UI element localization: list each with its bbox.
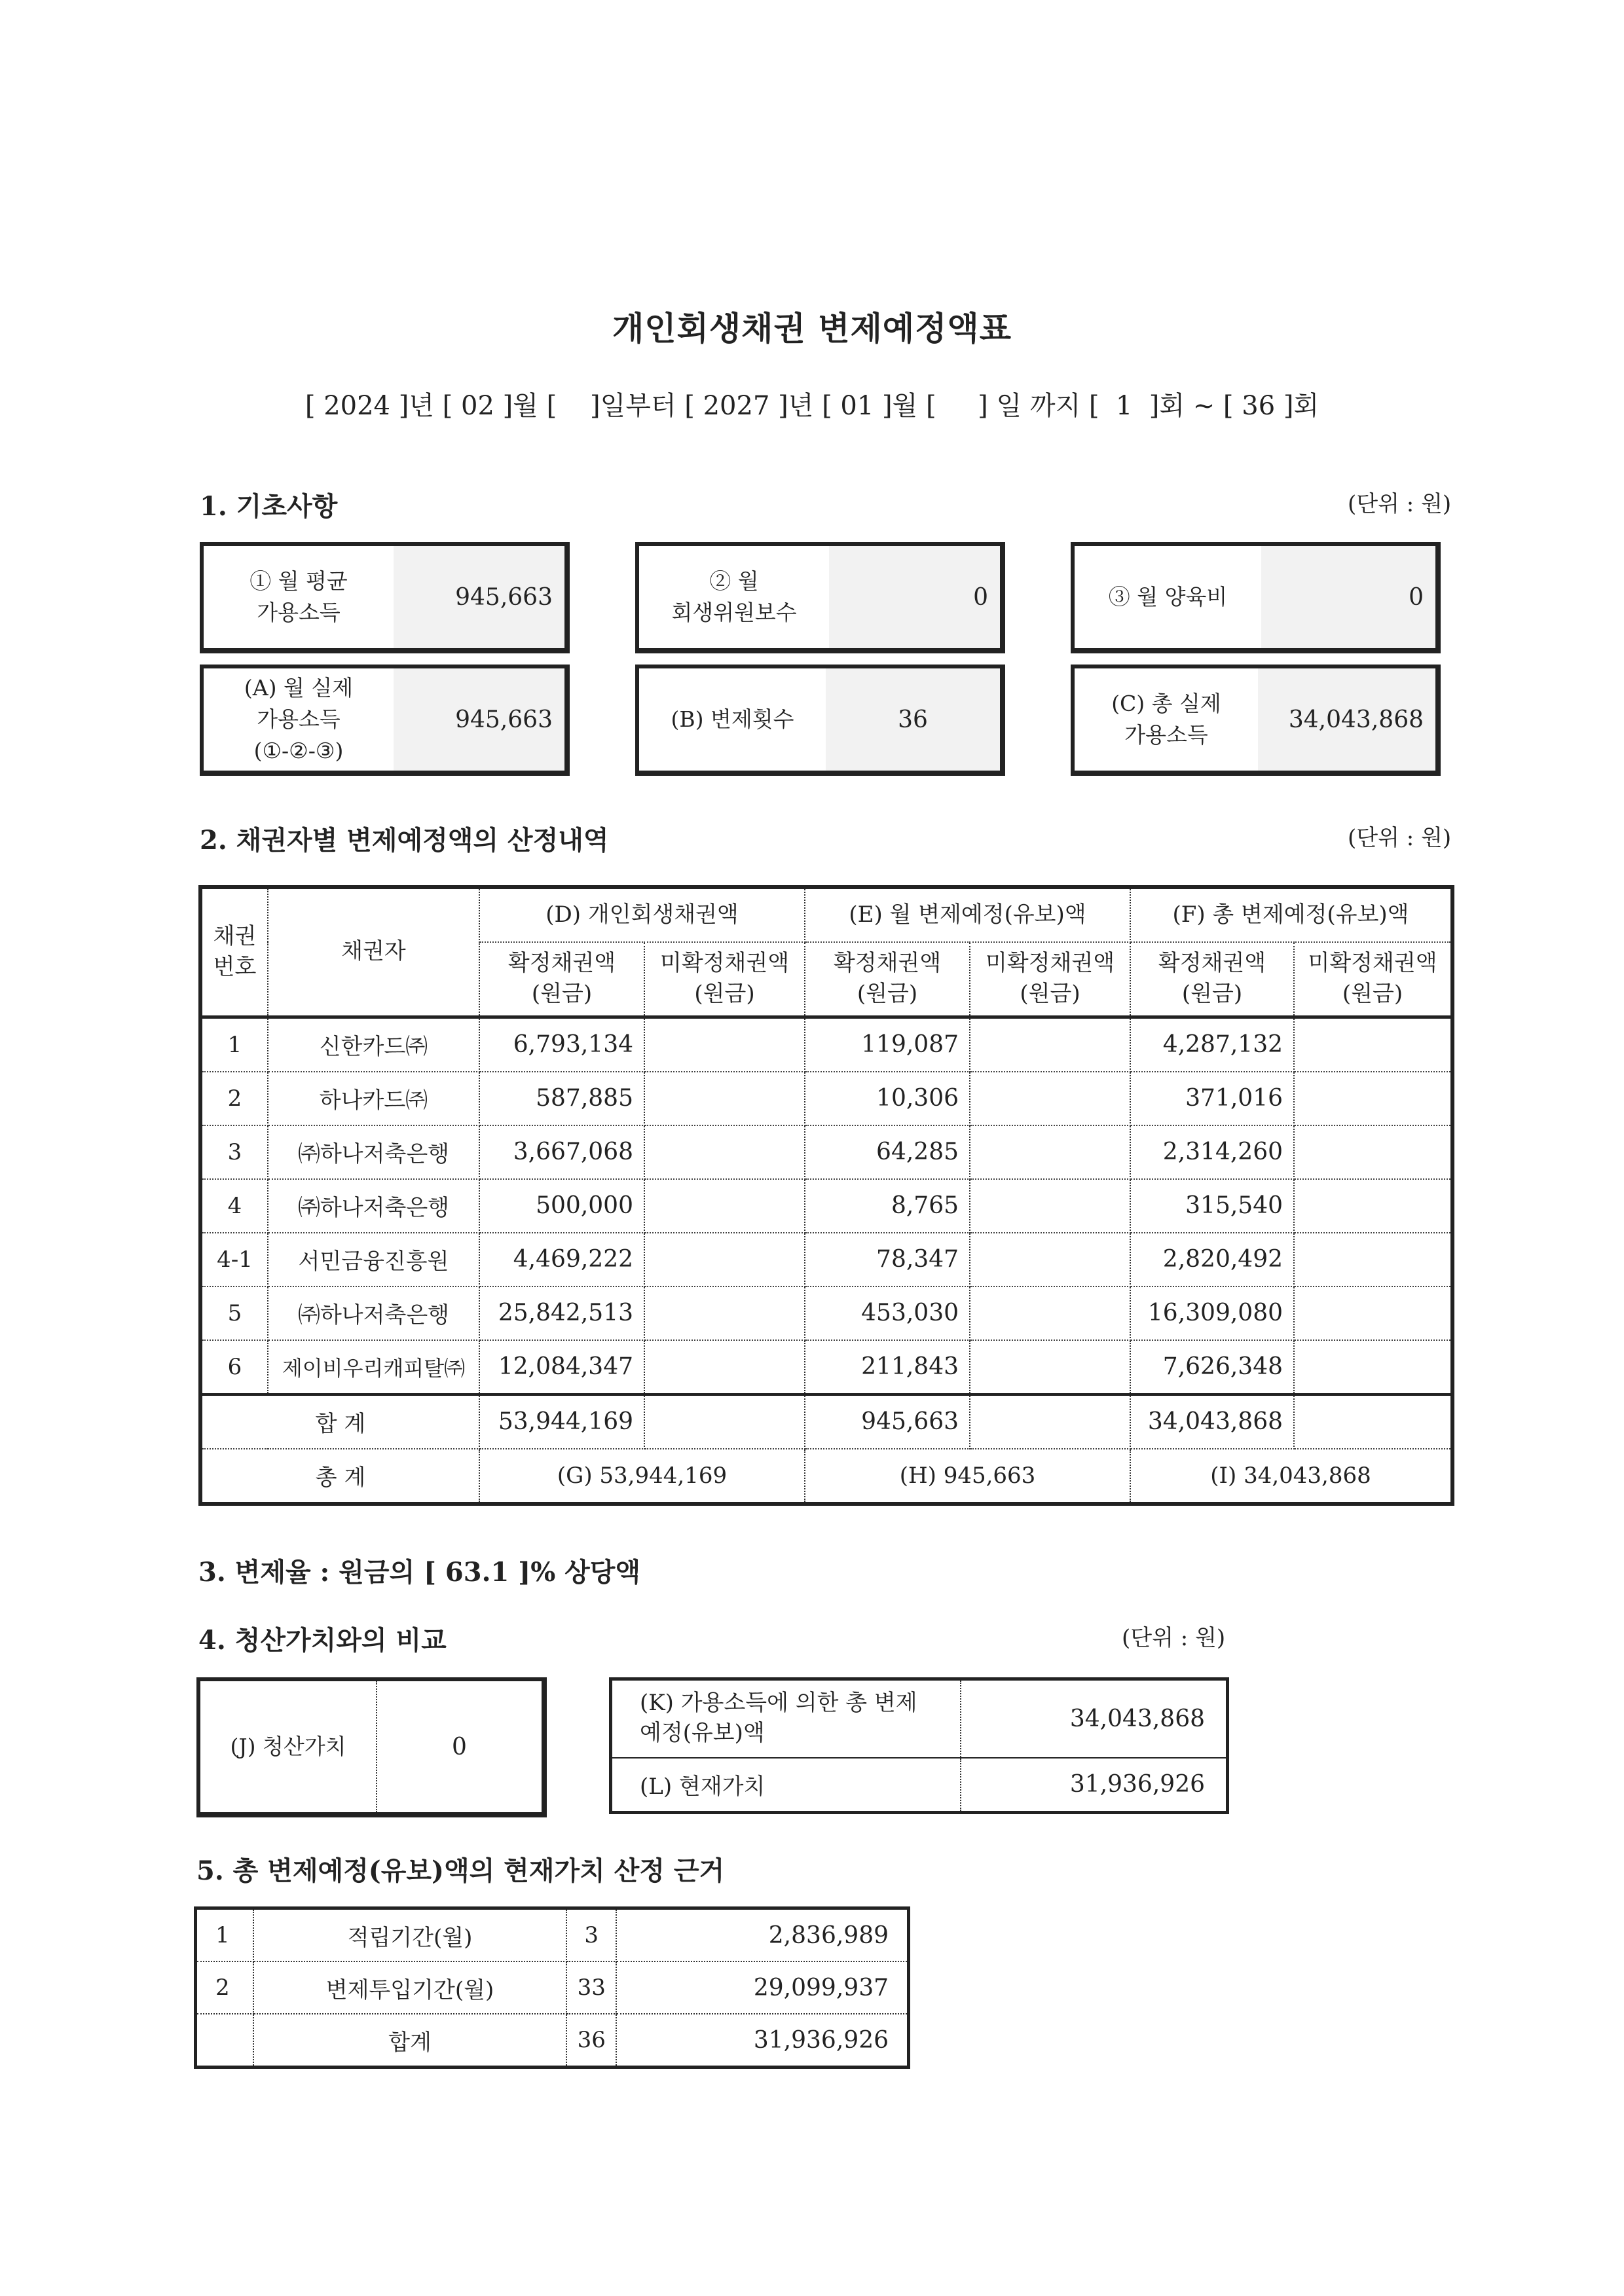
- subtotal-f-unconfirmed: [1294, 1394, 1452, 1449]
- child-support-box: [1071, 542, 1441, 653]
- total-income-box: [1071, 665, 1441, 776]
- row-no: 1: [200, 1017, 268, 1072]
- total-i: (I) 34,043,868: [1130, 1449, 1452, 1504]
- subtotal-label: 합 계: [200, 1394, 479, 1449]
- row-creditor: 제이비우리캐피탈㈜: [268, 1340, 479, 1394]
- total-row: [200, 1449, 1452, 1504]
- table-row: [196, 1908, 909, 1962]
- trustee-fee-value: 0: [829, 546, 1000, 648]
- present-value-label: (L) 현재가치: [611, 1758, 961, 1813]
- row-f-unconfirmed: [1294, 1286, 1452, 1340]
- row-creditor: 하나카드㈜: [268, 1072, 479, 1125]
- row-no: 4: [200, 1179, 268, 1233]
- basis-months: 36: [566, 2014, 616, 2068]
- section4-title: 4. 청산가치와의 비교: [198, 1625, 447, 1656]
- row-d-unconfirmed: [644, 1286, 805, 1340]
- table-row: [200, 1017, 1452, 1072]
- liquidation-value: 0: [377, 1681, 542, 1812]
- row-no: 4-1: [200, 1233, 268, 1286]
- row-d: 587,885: [479, 1072, 644, 1125]
- row-no: 6: [200, 1340, 268, 1394]
- row-d: 500,000: [479, 1179, 644, 1233]
- row-e-unconfirmed: [970, 1179, 1130, 1233]
- table-row: [196, 2014, 909, 2068]
- repayment-count-box: [635, 665, 1005, 776]
- row-f-unconfirmed: [1294, 1179, 1452, 1233]
- row-e-unconfirmed: [970, 1286, 1130, 1340]
- actual-income-box: [200, 665, 570, 776]
- section2-unit: (단위 : 원): [1348, 825, 1452, 851]
- actual-income-label: (A) 월 실제 가용소득 (①-②-③): [244, 675, 354, 763]
- table-row: [196, 1961, 909, 2014]
- row-f: 371,016: [1130, 1072, 1294, 1125]
- total-g: (G) 53,944,169: [479, 1449, 805, 1504]
- row-e: 10,306: [805, 1072, 970, 1125]
- section4-unit: (단위 : 원): [1122, 1625, 1226, 1651]
- row-f-unconfirmed: [1294, 1340, 1452, 1394]
- row-e-unconfirmed: [970, 1125, 1130, 1179]
- row-f: 16,309,080: [1130, 1286, 1294, 1340]
- row-e: 119,087: [805, 1017, 970, 1072]
- table-row: [200, 1179, 1452, 1233]
- row-f: 2,820,492: [1130, 1233, 1294, 1286]
- basis-label: 합계: [253, 2014, 566, 2068]
- row-f: 4,287,132: [1130, 1017, 1294, 1072]
- total-repayment-label: (K) 가용소득에 의한 총 변제 예정(유보)액: [611, 1679, 961, 1758]
- row-d-unconfirmed: [644, 1179, 805, 1233]
- total-income-value: 34,043,868: [1258, 668, 1435, 771]
- avg-income-box: [200, 542, 570, 653]
- row-e: 453,030: [805, 1286, 970, 1340]
- header-f: (F) 총 변제예정(유보)액: [1130, 887, 1452, 942]
- row-d-unconfirmed: [644, 1340, 805, 1394]
- row-creditor: ㈜하나저축은행: [268, 1179, 479, 1233]
- trustee-fee-label: ② 월 회생위원보수: [671, 568, 797, 625]
- comparison-table: [609, 1677, 1229, 1814]
- total-label: 총 계: [200, 1449, 479, 1504]
- section5-title: 5. 총 변제예정(유보)액의 현재가치 산정 근거: [196, 1855, 725, 1886]
- row-e: 64,285: [805, 1125, 970, 1179]
- subtotal-e: 945,663: [805, 1394, 970, 1449]
- total-income-label: (C) 총 실제 가용소득: [1111, 691, 1221, 748]
- section1-title: 1. 기초사항: [200, 491, 338, 522]
- basis-amount: 31,936,926: [616, 2014, 908, 2068]
- header-e: (E) 월 변제예정(유보)액: [805, 887, 1130, 942]
- row-f-unconfirmed: [1294, 1233, 1452, 1286]
- row-e-unconfirmed: [970, 1233, 1130, 1286]
- subtotal-row: [200, 1394, 1452, 1449]
- table-row: [200, 1125, 1452, 1179]
- avg-income-label: ① 월 평균 가용소득: [249, 568, 348, 625]
- table-row: [200, 1286, 1452, 1340]
- row-f-unconfirmed: [1294, 1072, 1452, 1125]
- header-e-unconfirmed: 미확정채권액 (원금): [970, 942, 1130, 1017]
- repayment-period: [ 2024 ]년 [ 02 ]월 [ ]일부터 [ 2027 ]년 [ 01 ]월 [ ] 일 까지 [ 1 ]회 ~ [ 36 ]회: [304, 391, 1320, 421]
- trustee-fee-box: [635, 542, 1005, 653]
- row-creditor: ㈜하나저축은행: [268, 1125, 479, 1179]
- row-d-unconfirmed: [644, 1072, 805, 1125]
- section3-title: 3. 변제율 : 원금의 [ 63.1 ]% 상당액: [198, 1557, 641, 1588]
- row-creditor: 서민금융진흥원: [268, 1233, 479, 1286]
- row-e: 211,843: [805, 1340, 970, 1394]
- basis-label: 변제투입기간(월): [253, 1961, 566, 2014]
- row-no: 2: [200, 1072, 268, 1125]
- row-d: 3,667,068: [479, 1125, 644, 1179]
- basis-label: 적립기간(월): [253, 1908, 566, 1962]
- table-row: [200, 1340, 1452, 1394]
- row-f-unconfirmed: [1294, 1125, 1452, 1179]
- subtotal-e-unconfirmed: [970, 1394, 1130, 1449]
- basis-no: [196, 2014, 253, 2068]
- row-d-unconfirmed: [644, 1125, 805, 1179]
- basis-months: 33: [566, 1961, 616, 2014]
- actual-income-value: 945,663: [394, 668, 564, 771]
- section1-unit: (단위 : 원): [1348, 491, 1452, 517]
- header-d: (D) 개인회생채권액: [479, 887, 805, 942]
- row-f: 2,314,260: [1130, 1125, 1294, 1179]
- basis-no: 1: [196, 1908, 253, 1962]
- row-creditor: 신한카드㈜: [268, 1017, 479, 1072]
- subtotal-d-unconfirmed: [644, 1394, 805, 1449]
- subtotal-f: 34,043,868: [1130, 1394, 1294, 1449]
- present-value-value: 31,936,926: [1069, 1771, 1205, 1798]
- row-d: 25,842,513: [479, 1286, 644, 1340]
- total-h: (H) 945,663: [805, 1449, 1130, 1504]
- liquidation-value-label: (J) 청산가치: [200, 1681, 377, 1812]
- row-d-unconfirmed: [644, 1017, 805, 1072]
- row-d: 4,469,222: [479, 1233, 644, 1286]
- row-d-unconfirmed: [644, 1233, 805, 1286]
- basis-amount: 29,099,937: [616, 1961, 908, 2014]
- section2-title: 2. 채권자별 변제예정액의 산정내역: [200, 825, 609, 856]
- row-f-unconfirmed: [1294, 1017, 1452, 1072]
- repayment-count-value: 36: [826, 668, 1000, 771]
- liquidation-value-box: [196, 1677, 547, 1817]
- page-title: 개인회생채권 변제예정액표: [612, 309, 1012, 348]
- row-e-unconfirmed: [970, 1340, 1130, 1394]
- row-e: 78,347: [805, 1233, 970, 1286]
- header-f-confirmed: 확정채권액 (원금): [1130, 942, 1294, 1017]
- header-d-unconfirmed: 미확정채권액 (원금): [644, 942, 805, 1017]
- child-support-value: 0: [1261, 546, 1435, 648]
- row-d: 12,084,347: [479, 1340, 644, 1394]
- present-value-basis-table: [194, 1906, 910, 2069]
- row-no: 3: [200, 1125, 268, 1179]
- row-e-unconfirmed: [970, 1017, 1130, 1072]
- subtotal-d: 53,944,169: [479, 1394, 644, 1449]
- header-no: 채권 번호: [200, 887, 268, 1017]
- repayment-count-label: (B) 변제횟수: [671, 706, 794, 733]
- row-no: 5: [200, 1286, 268, 1340]
- header-e-confirmed: 확정채권액 (원금): [805, 942, 970, 1017]
- header-creditor: 채권자: [268, 887, 479, 1017]
- basis-no: 2: [196, 1961, 253, 2014]
- row-d: 6,793,134: [479, 1017, 644, 1072]
- table-row: [200, 1072, 1452, 1125]
- creditor-table: [198, 885, 1454, 1506]
- avg-income-value: 945,663: [394, 546, 564, 648]
- header-d-confirmed: 확정채권액 (원금): [479, 942, 644, 1017]
- row-f: 7,626,348: [1130, 1340, 1294, 1394]
- row-f: 315,540: [1130, 1179, 1294, 1233]
- table-row: [200, 1233, 1452, 1286]
- child-support-label: ③ 월 양육비: [1108, 584, 1228, 610]
- total-repayment-value: 34,043,868: [961, 1679, 1227, 1758]
- basis-amount: 2,836,989: [616, 1908, 908, 1962]
- row-e: 8,765: [805, 1179, 970, 1233]
- basis-months: 3: [566, 1908, 616, 1962]
- header-f-unconfirmed: 미확정채권액 (원금): [1294, 942, 1452, 1017]
- row-e-unconfirmed: [970, 1072, 1130, 1125]
- row-creditor: ㈜하나저축은행: [268, 1286, 479, 1340]
